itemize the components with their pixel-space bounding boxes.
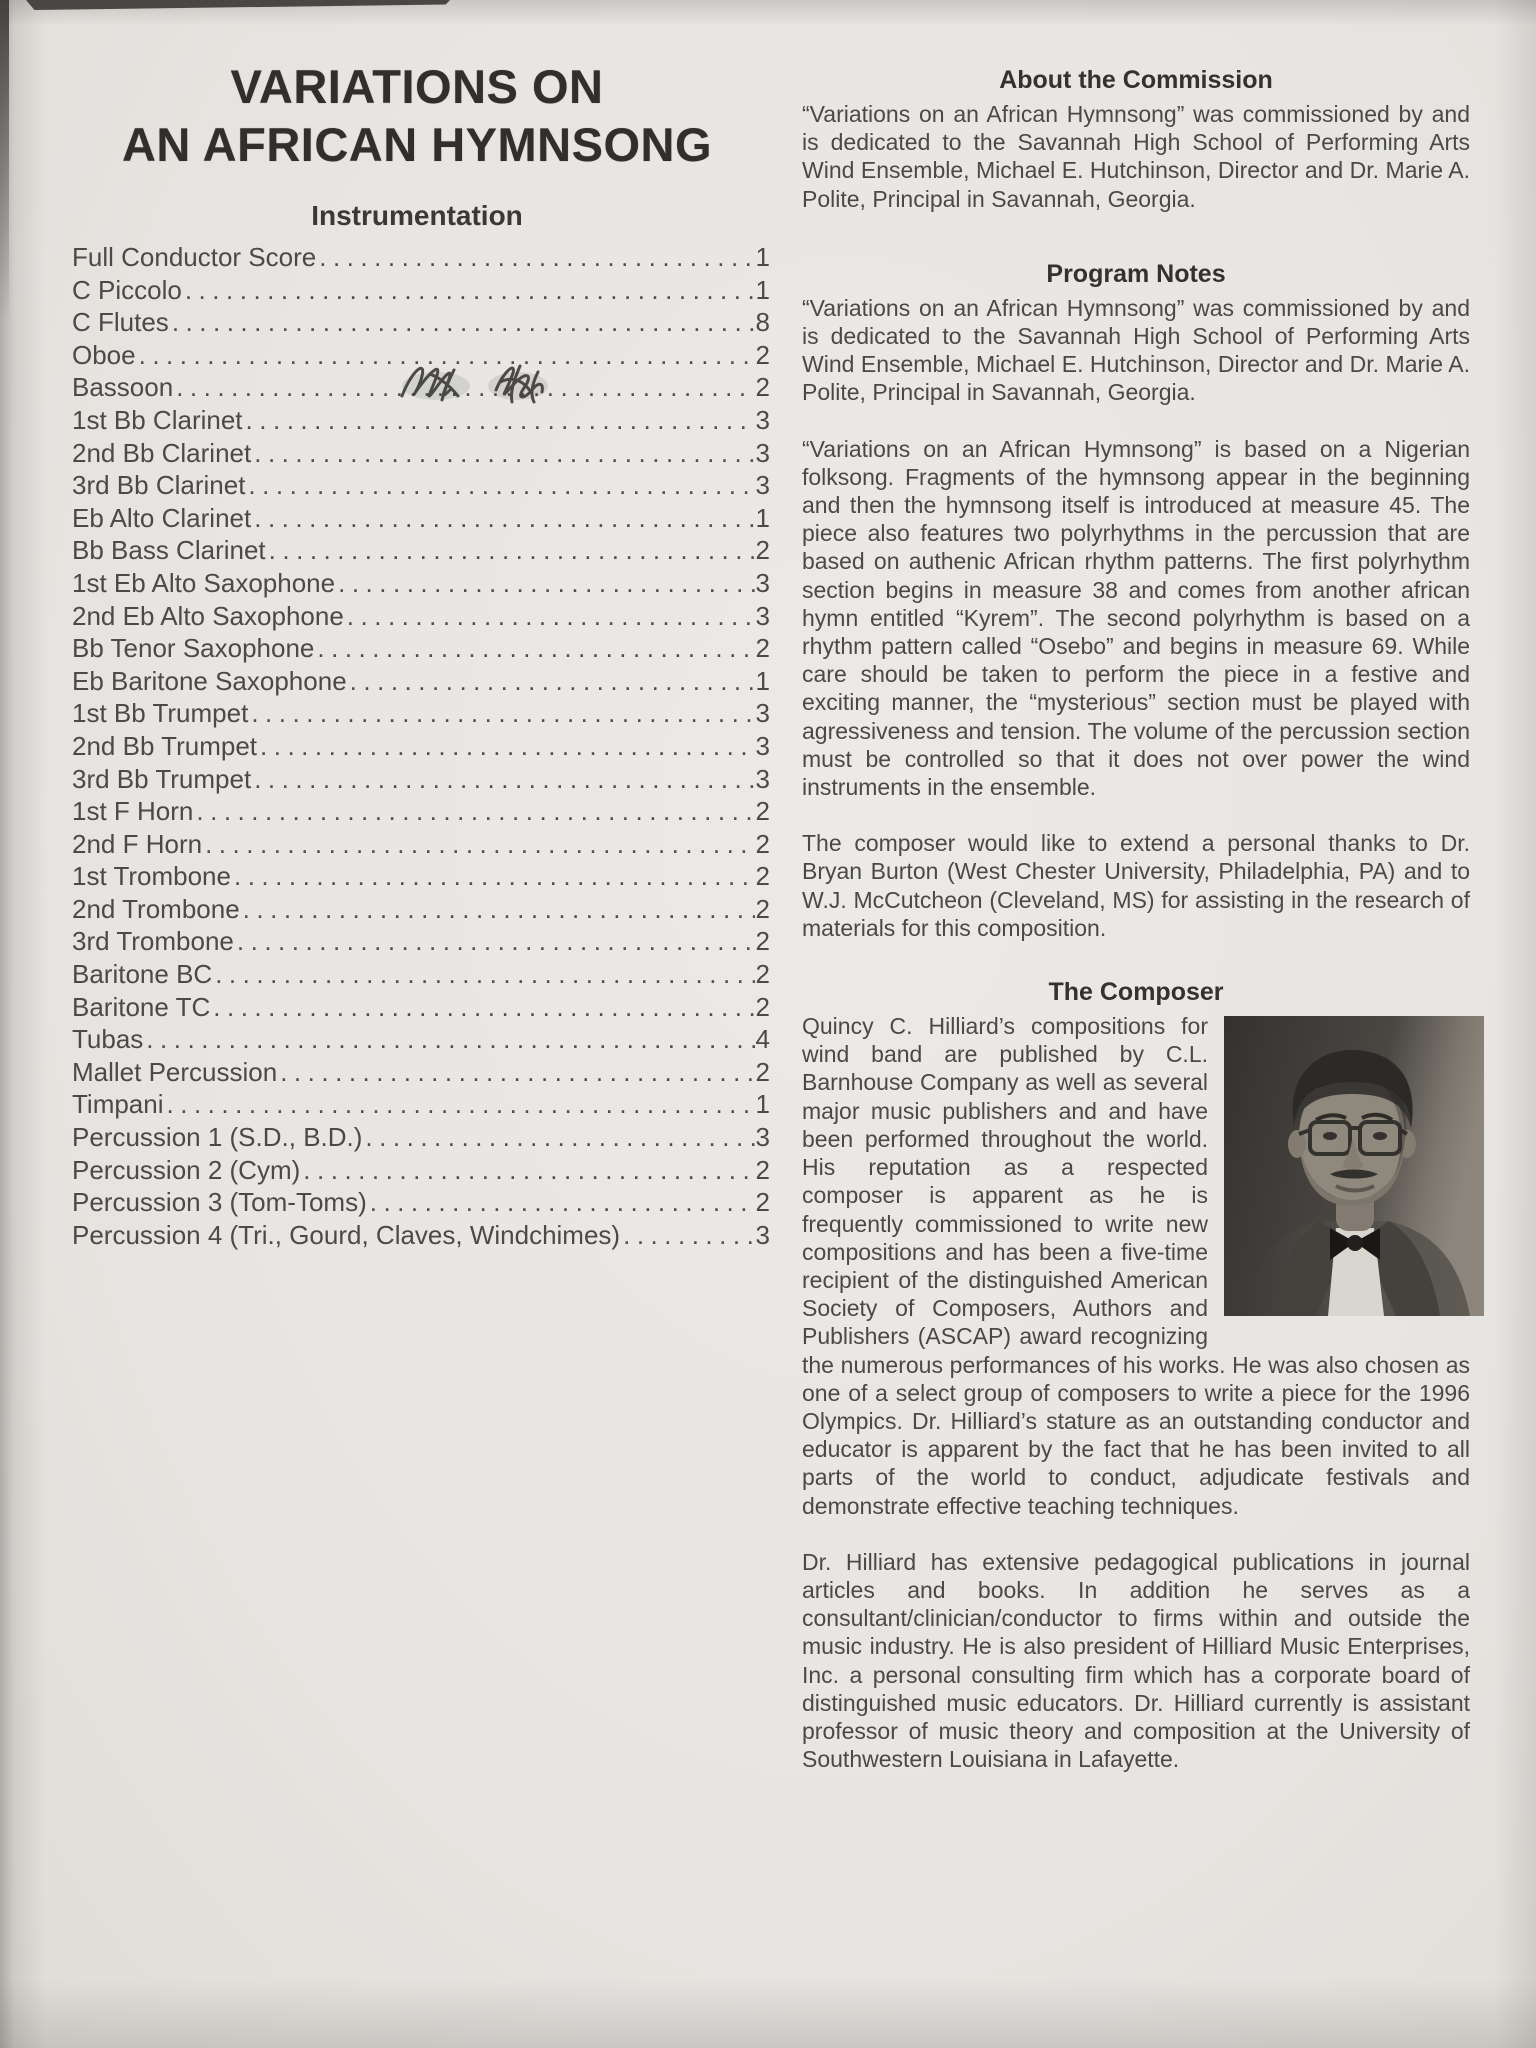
instrument-name: 1st Trombone: [72, 861, 231, 892]
instrument-name: 2nd Bb Trumpet: [72, 730, 257, 761]
instrument-count: 2: [755, 861, 770, 892]
dotted-leader: [623, 1220, 754, 1251]
dotted-leader: [365, 1122, 754, 1153]
instrument-count: 2: [755, 926, 770, 957]
left-column: [64, 58, 770, 1252]
scan-edge-artifact: [26, 0, 450, 10]
instrumentation-row: [72, 470, 770, 503]
instrument-name: Baritone BC: [72, 959, 213, 990]
dotted-leader: [254, 438, 754, 469]
scan-edge-artifact: [0, 0, 9, 320]
instrument-count: 3: [755, 1122, 770, 1153]
dotted-leader: [205, 829, 754, 860]
instrument-name: Bb Tenor Saxophone: [72, 633, 315, 664]
instrumentation-row: [72, 1089, 770, 1122]
instrumentation-row: [72, 926, 770, 959]
instrument-count: 2: [755, 372, 770, 403]
composer-paragraph: Dr. Hilliard has extensive pedagogical publications in journal articles and books. In addition he serves as a consultant/clinician/conductor to firms within and outside the music industry. He is also president of Hilliard Music Enterprises, Inc. a personal consulting firm which has a corporate board of distinguished music educators. Dr. Hilliard currently is assistant professor of music theory and composition at the University of Southwestern Louisiana in Lafayette.: [802, 1548, 1470, 1773]
instrument-count: 2: [755, 991, 770, 1022]
instrument-count: 2: [755, 828, 770, 859]
instrument-count: 3: [755, 404, 770, 435]
instrument-count: 2: [755, 339, 770, 370]
instrument-name: Mallet Percussion: [72, 1056, 278, 1087]
instrument-count: 2: [755, 535, 770, 566]
instrument-name: 1st Eb Alto Saxophone: [72, 567, 336, 598]
page-title-line1: VARIATIONS ON: [230, 60, 604, 113]
instrumentation-row: [72, 894, 770, 927]
instrument-count: 3: [755, 600, 770, 631]
dotted-leader: [243, 894, 755, 925]
instrumentation-row: [72, 633, 770, 666]
dotted-leader: [350, 666, 755, 697]
instrument-count: 4: [755, 1024, 770, 1055]
dotted-leader: [370, 1187, 755, 1218]
about-commission-heading: About the Commission: [999, 66, 1273, 94]
dotted-leader: [248, 470, 754, 501]
dotted-leader: [234, 861, 755, 892]
instrument-name: 2nd F Horn: [72, 828, 203, 859]
instrumentation-row: [72, 242, 770, 275]
dotted-leader: [317, 633, 754, 664]
about-commission-paragraph: “Variations on an African Hymnsong” was commissioned by and is dedicated to the Savannah High School of Performing Arts Wind Ensemble, Michael E. Hutchinson, Director and Dr. Marie A. Polite, Principal in Savannah, Georgia.: [802, 101, 1470, 212]
dotted-leader: [237, 926, 755, 957]
instrument-count: 3: [755, 567, 770, 598]
instrument-name: Percussion 4 (Tri., Gourd, Claves, Windchimes): [72, 1219, 621, 1250]
instrument-name: Eb Baritone Saxophone: [72, 665, 347, 696]
spacer: [802, 213, 1470, 260]
instrument-name: 2nd Trombone: [72, 893, 240, 924]
dotted-leader: [280, 1057, 754, 1088]
instrument-count: 1: [755, 242, 770, 272]
instrument-name: 3rd Bb Clarinet: [72, 470, 246, 501]
instrumentation-row: [72, 438, 770, 471]
instrument-count: 1: [755, 274, 770, 305]
instrumentation-row: [72, 796, 770, 829]
instrumentation-row: [72, 275, 770, 308]
instrumentation-row: [72, 959, 770, 992]
dotted-leader: [172, 307, 755, 338]
instrument-count: 1: [755, 665, 770, 696]
spacer: [802, 942, 1470, 978]
instrument-count: 3: [755, 763, 770, 794]
right-column: [802, 66, 1470, 1773]
instrument-name: 2nd Eb Alto Saxophone: [72, 600, 344, 631]
dotted-leader: [269, 535, 755, 566]
instrumentation-row: [72, 992, 770, 1025]
dotted-leader: [251, 698, 754, 729]
instrumentation-row: [72, 503, 770, 536]
instrumentation-heading: Instrumentation: [311, 200, 523, 231]
instrument-name: Percussion 1 (S.D., B.D.): [72, 1122, 363, 1153]
instrumentation-row: [72, 764, 770, 797]
program-notes-paragraph: “Variations on an African Hymnsong” is based on a Nigerian folksong. Fragments of the hymnsong appear in the beginning and then the hymnsong itself is introduced at measure 45. The piece also features two polyrhythms in the percussion that are based on authenic African rhythm patterns. The first polyrhythm section begins in measure 38 and comes from another african hymn entitled “Kyrem”. The second polyrhythm is based on a rhythm pattern called “Osebo” and begins in measure 69. While care should be taken to perform the piece in a festive and exciting manner, the “mysterious” section must be played with agressiveness and tension. The volume of the percussion section must be controlled so that it does not over power the wind instruments in the ensemble.: [802, 435, 1470, 801]
dotted-leader: [260, 731, 755, 762]
dotted-leader: [196, 796, 754, 827]
instrument-name: Timpani: [72, 1089, 164, 1120]
instrument-count: 3: [755, 698, 770, 729]
instrument-name: 1st Bb Trumpet: [72, 698, 249, 729]
instrument-name: Baritone TC: [72, 991, 211, 1022]
instrument-name: Bassoon: [72, 372, 174, 403]
instrumentation-row: [72, 1057, 770, 1090]
instrument-count: 8: [755, 307, 770, 338]
instrument-name: 1st Bb Clarinet: [72, 404, 243, 435]
instrumentation-row: [72, 1220, 770, 1253]
instrument-count: 1: [755, 502, 770, 533]
instrumentation-row: [72, 861, 770, 894]
instrument-count: 2: [755, 893, 770, 924]
instrumentation-row: [72, 1155, 770, 1188]
instrument-count: 2: [755, 959, 770, 990]
instrument-name: 3rd Bb Trumpet: [72, 763, 252, 794]
instrument-name: 1st F Horn: [72, 796, 194, 827]
instrument-count: 2: [755, 1187, 770, 1218]
instrument-count: 3: [755, 437, 770, 468]
instrument-name: 2nd Bb Clarinet: [72, 437, 252, 468]
dotted-leader: [303, 1155, 754, 1186]
instrument-count: 1: [755, 1089, 770, 1120]
handwritten-scribble: [396, 348, 568, 412]
instrumentation-row: [72, 731, 770, 764]
instrument-count: 2: [755, 633, 770, 664]
instrument-name: Tubas: [72, 1024, 144, 1055]
instrument-name: 3rd Trombone: [72, 926, 234, 957]
instrument-count: 3: [755, 730, 770, 761]
dotted-leader: [347, 601, 755, 632]
dotted-leader: [185, 275, 755, 306]
composer-photo: [1224, 1016, 1484, 1316]
instrument-name: C Piccolo: [72, 274, 182, 305]
instrumentation-row: [72, 829, 770, 862]
instrument-name: Oboe: [72, 339, 136, 370]
dotted-leader: [146, 1024, 754, 1055]
instrumentation-row: [72, 568, 770, 601]
instrumentation-row: [72, 1024, 770, 1057]
dotted-leader: [215, 959, 754, 990]
instrument-name: Eb Alto Clarinet: [72, 502, 252, 533]
instrumentation-row: [72, 698, 770, 731]
instrumentation-row: [72, 666, 770, 699]
dotted-leader: [254, 503, 754, 534]
page-title-line2: AN AFRICAN HYMNSONG: [121, 118, 713, 171]
instrument-count: 2: [755, 796, 770, 827]
instrument-count: 3: [755, 1219, 770, 1250]
instrumentation-row: [72, 601, 770, 634]
program-notes-heading: Program Notes: [1046, 259, 1226, 288]
instrumentation-row: [72, 1187, 770, 1220]
dotted-leader: [213, 992, 754, 1023]
dotted-leader: [167, 1089, 755, 1120]
program-notes-paragraph: “Variations on an African Hymnsong” was commissioned by and is dedicated to the Savannah High School of Performing Arts Wind Ensemble, Michael E. Hutchinson, Director and Dr. Marie A. Polite, Principal in Savannah, Georgia.: [802, 294, 1470, 406]
dotted-leader: [319, 242, 754, 273]
instrument-name: Percussion 2 (Cym): [72, 1154, 301, 1185]
dotted-leader: [338, 568, 754, 599]
instrument-name: Full Conductor Score: [72, 242, 317, 272]
program-notes-paragraph: The composer would like to extend a personal thanks to Dr. Bryan Burton (West Chester University, Philadelphia, PA) and to W.J. McCutcheon (Cleveland, MS) for assisting in the research of materials for this composition.: [802, 830, 1470, 941]
instrument-name: C Flutes: [72, 307, 169, 338]
instrument-count: 2: [755, 1154, 770, 1185]
composer-paragraph: Quincy C. Hilliard’s compositions for wind band are published by C.L. Barnhouse Company as well as several major music publishers and and have been performed throughout the world. His reputation as a respected composer is apparent as he is frequently commissioned to write new compositions and has been a five-time recipient of the distinguished American Society of Composers, Authors and Publishers (ASCAP) award recognizing the numerous performances of his works. He was also chosen as one of a select group of composers to write a piece for the 1996 Olympics. Dr. Hilliard’s stature as an outstanding conductor and educator is apparent by the fact that he has been invited to all parts of the world to conduct, adjudicate festivals and demonstrate effective teaching techniques.: [802, 1013, 1470, 1519]
instrument-name: Percussion 3 (Tom-Toms): [72, 1187, 367, 1218]
instrumentation-row: [72, 535, 770, 568]
instrument-count: 3: [755, 470, 770, 501]
instrumentation-row: [72, 307, 770, 340]
dotted-leader: [254, 764, 754, 795]
instrumentation-row: [72, 1122, 770, 1155]
instrument-name: Bb Bass Clarinet: [72, 535, 266, 566]
composer-heading: The Composer: [1048, 978, 1224, 1007]
composer-section: [802, 1012, 1470, 1773]
instrument-count: 2: [755, 1056, 770, 1087]
